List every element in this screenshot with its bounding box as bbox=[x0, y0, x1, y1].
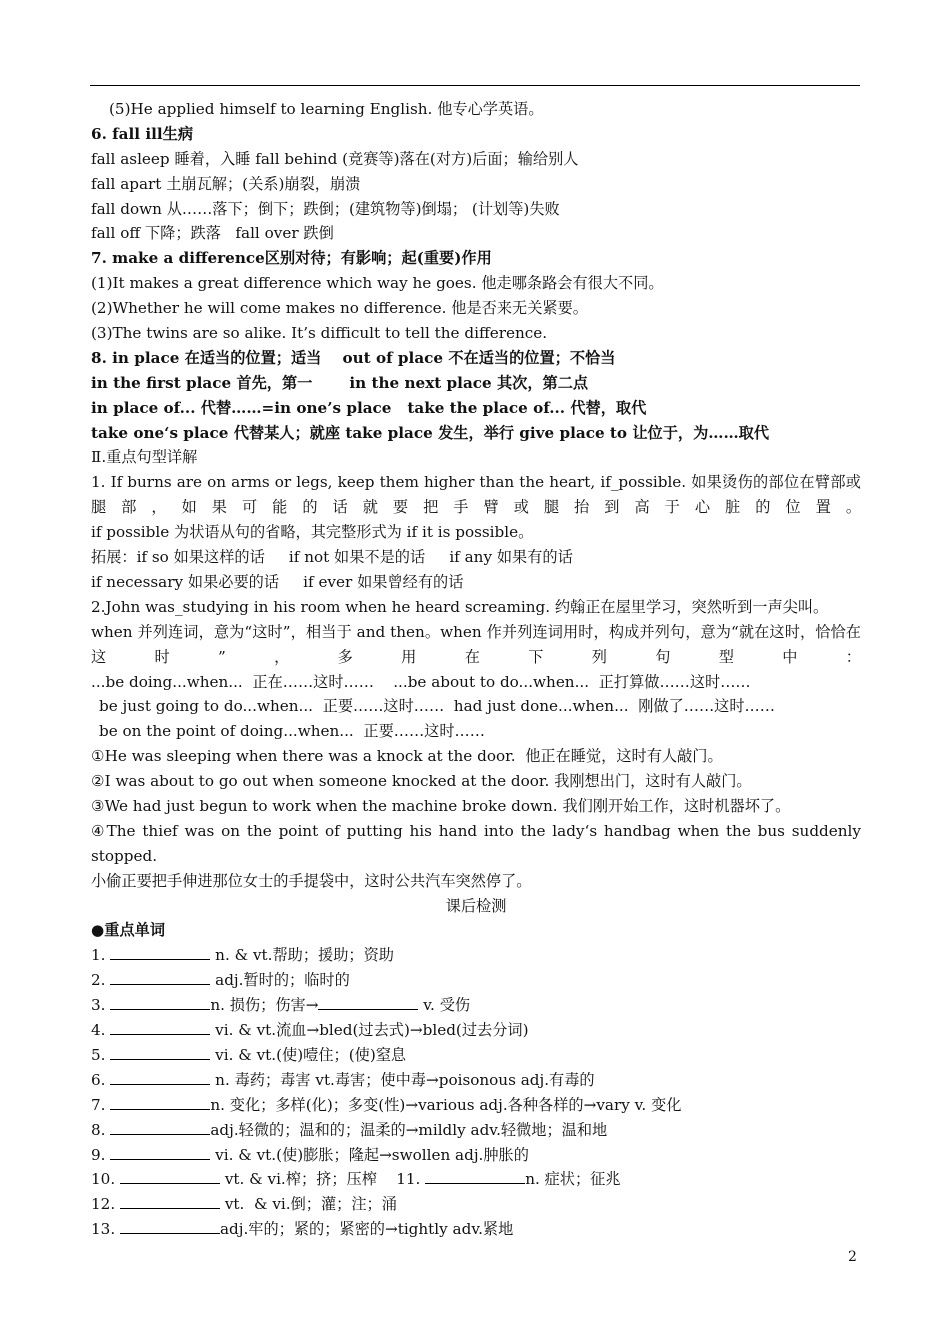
vocab-item bbox=[91, 1167, 861, 1192]
vocab-item bbox=[91, 993, 861, 1018]
item-number: 9. bbox=[91, 1145, 106, 1164]
item-number: 4. bbox=[91, 1021, 106, 1040]
section-heading: Ⅱ.重点句型详解 bbox=[91, 448, 198, 467]
item-number: 12. bbox=[91, 1195, 116, 1214]
answer-blank[interactable] bbox=[120, 1194, 220, 1209]
answer-blank[interactable] bbox=[110, 1070, 210, 1085]
item-number: 6. bbox=[91, 1070, 106, 1089]
example-sentence: ④The thief was on the point of putting his hand into the lady‘s handbag when the bus suddenly stopped. bbox=[91, 821, 861, 865]
phrase-line: fall down 从……落下；倒下；跌倒；(建筑物等)倒塌； (计划等)失败 bbox=[91, 199, 560, 218]
item-definition: vi. & vt.(使)膨胀；隆起→swollen adj.肿胀的 bbox=[215, 1145, 529, 1164]
item-definition: n. 变化；多样(化)；多变(性)→various adj.各种各样的→vary v. 变化 bbox=[210, 1095, 682, 1114]
answer-blank[interactable] bbox=[110, 945, 210, 960]
answer-blank[interactable] bbox=[120, 1169, 220, 1184]
answer-blank[interactable] bbox=[425, 1169, 525, 1184]
item-number: 13. bbox=[91, 1220, 116, 1239]
item-number: 5. bbox=[91, 1045, 106, 1064]
item-number: 3. bbox=[91, 996, 106, 1015]
page-number: 2 bbox=[848, 1249, 857, 1265]
phrase-line: fall off 下降；跌落 fall over 跌倒 bbox=[91, 224, 334, 243]
vocab-item bbox=[91, 1118, 861, 1143]
item-definition: n. 症状；征兆 bbox=[525, 1170, 621, 1189]
answer-blank[interactable] bbox=[318, 995, 418, 1010]
answer-blank[interactable] bbox=[110, 1020, 210, 1035]
vocab-item bbox=[91, 943, 861, 968]
example-sentence: (1)It makes a great difference which way he goes. 他走哪条路会有很大不同。 bbox=[91, 274, 664, 293]
answer-blank[interactable] bbox=[110, 1120, 210, 1135]
pattern-line: be on the point of doing...when... 正要……这时…… bbox=[99, 722, 485, 741]
item-number: 1. bbox=[91, 946, 106, 965]
example-sentence: (2)Whether he will come makes no difference. 他是否来无关紧要。 bbox=[91, 299, 588, 318]
item-definition: adj.轻微的；温和的；温柔的→mildly adv.轻微地；温和地 bbox=[210, 1120, 608, 1139]
vocab-item bbox=[91, 1068, 861, 1093]
document-body bbox=[91, 97, 861, 1242]
pattern-line: ...be doing...when... 正在……这时…… ...be about to do...when... 正打算做……这时…… bbox=[91, 672, 751, 691]
explanation-line: when 并列连词，意为“这时”，相当于 and then。when 作并列连词用时，构成并列句，意为“就在这时，恰恰在这时”，多用在下列句型中： bbox=[91, 622, 861, 666]
item-definition: v. 受伤 bbox=[423, 996, 471, 1015]
item-definition: adj.暂时的；临时的 bbox=[215, 971, 350, 990]
vocab-item bbox=[91, 1143, 861, 1168]
answer-blank[interactable] bbox=[110, 995, 210, 1010]
item-definition: n. & vt.帮助；援助；资助 bbox=[215, 946, 394, 965]
header-rule bbox=[90, 85, 860, 86]
explanation-line: if necessary 如果必要的话 if ever 如果曾经有的话 bbox=[91, 572, 464, 591]
example-sentence: ①He was sleeping when there was a knock at the door. 他正在睡觉，这时有人敲门。 bbox=[91, 747, 723, 766]
pattern-line: be just going to do...when... 正要……这时…… had just done...when... 刚做了……这时…… bbox=[99, 697, 775, 716]
phrase-line: fall asleep 睡着，入睡 fall behind (竞赛等)落在(对方)后面；输给别人 bbox=[91, 149, 579, 168]
translation-line: 小偷正要把手伸进那位女士的手提袋中，这时公共汽车突然停了。 bbox=[91, 871, 532, 890]
vocab-item bbox=[91, 968, 861, 993]
phrase-line: fall apart 土崩瓦解；(关系)崩裂，崩溃 bbox=[91, 174, 361, 193]
vocab-item bbox=[91, 1018, 861, 1043]
answer-blank[interactable] bbox=[110, 1095, 210, 1110]
vocab-heading: ●重点单词 bbox=[91, 921, 166, 940]
sentence-pattern: 2.John was_studying in his room when he heard screaming. 约翰正在屋里学习，突然听到一声尖叫。 bbox=[91, 597, 829, 616]
item-definition: vi. & vt.(使)噎住；(使)窒息 bbox=[215, 1045, 407, 1064]
phrase-heading: 8. in place 在适当的位置；适当 out of place 不在适当的位置；不恰当 bbox=[91, 348, 616, 367]
vocab-item bbox=[91, 1093, 861, 1118]
example-sentence: (3)The twins are so alike. It’s difficult to tell the difference. bbox=[91, 324, 548, 343]
sentence-pattern: 1. If burns are on arms or legs, keep them higher than the heart, if_possible. 如果烫伤的部位在臂部或腿部，如果可能的话就要把手臂或腿抬到高于心脏的位置。 bbox=[91, 473, 861, 517]
phrase-line: take one‘s place 代替某人；就座 take place 发生，举行 give place to 让位于，为……取代 bbox=[91, 423, 770, 442]
item-number: 10. bbox=[91, 1170, 116, 1189]
example-sentence: (5)He applied himself to learning English. 他专心学英语。 bbox=[109, 100, 544, 118]
item-number: 8. bbox=[91, 1120, 106, 1139]
answer-blank[interactable] bbox=[110, 1045, 210, 1060]
phrase-heading: 7. make a difference区别对待；有影响；起(重要)作用 bbox=[91, 249, 492, 268]
vocab-item bbox=[91, 1192, 861, 1217]
phrase-line: in the first place 首先，第一 in the next place 其次，第二点 bbox=[91, 373, 589, 392]
explanation-line: if possible 为状语从句的省略，其完整形式为 if it is possible。 bbox=[91, 523, 534, 542]
item-definition: vt. & vi.倒；灌；注；涌 bbox=[224, 1195, 397, 1214]
example-sentence: ②I was about to go out when someone knocked at the door. 我刚想出门，这时有人敲门。 bbox=[91, 772, 752, 791]
vocab-item bbox=[91, 1217, 861, 1242]
section-title: 课后检测 bbox=[445, 896, 507, 915]
phrase-heading: 6. fall ill生病 bbox=[91, 124, 194, 143]
vocab-item bbox=[91, 1043, 861, 1068]
item-definition: vi. & vt.流血→bled(过去式)→bled(过去分词) bbox=[215, 1021, 529, 1040]
item-definition: n. 损伤；伤害→ bbox=[210, 996, 319, 1015]
item-number: 11. bbox=[396, 1170, 421, 1189]
phrase-line: in place of... 代替……=in one’s place take the place of... 代替，取代 bbox=[91, 398, 647, 417]
item-definition: adj.牢的；紧的；紧密的→tightly adv.紧地 bbox=[219, 1220, 514, 1239]
answer-blank[interactable] bbox=[110, 1145, 210, 1160]
item-definition: vt. & vi.榨；挤；压榨 bbox=[224, 1170, 377, 1189]
item-definition: n. 毒药；毒害 vt.毒害；使中毒→poisonous adj.有毒的 bbox=[215, 1070, 595, 1089]
item-number: 7. bbox=[91, 1095, 106, 1114]
answer-blank[interactable] bbox=[110, 970, 210, 985]
explanation-line: 拓展：if so 如果这样的话 if not 如果不是的话 if any 如果有的话 bbox=[91, 548, 573, 567]
example-sentence: ③We had just begun to work when the machine broke down. 我们刚开始工作，这时机器坏了。 bbox=[91, 797, 791, 815]
answer-blank[interactable] bbox=[120, 1219, 220, 1234]
item-number: 2. bbox=[91, 971, 106, 990]
